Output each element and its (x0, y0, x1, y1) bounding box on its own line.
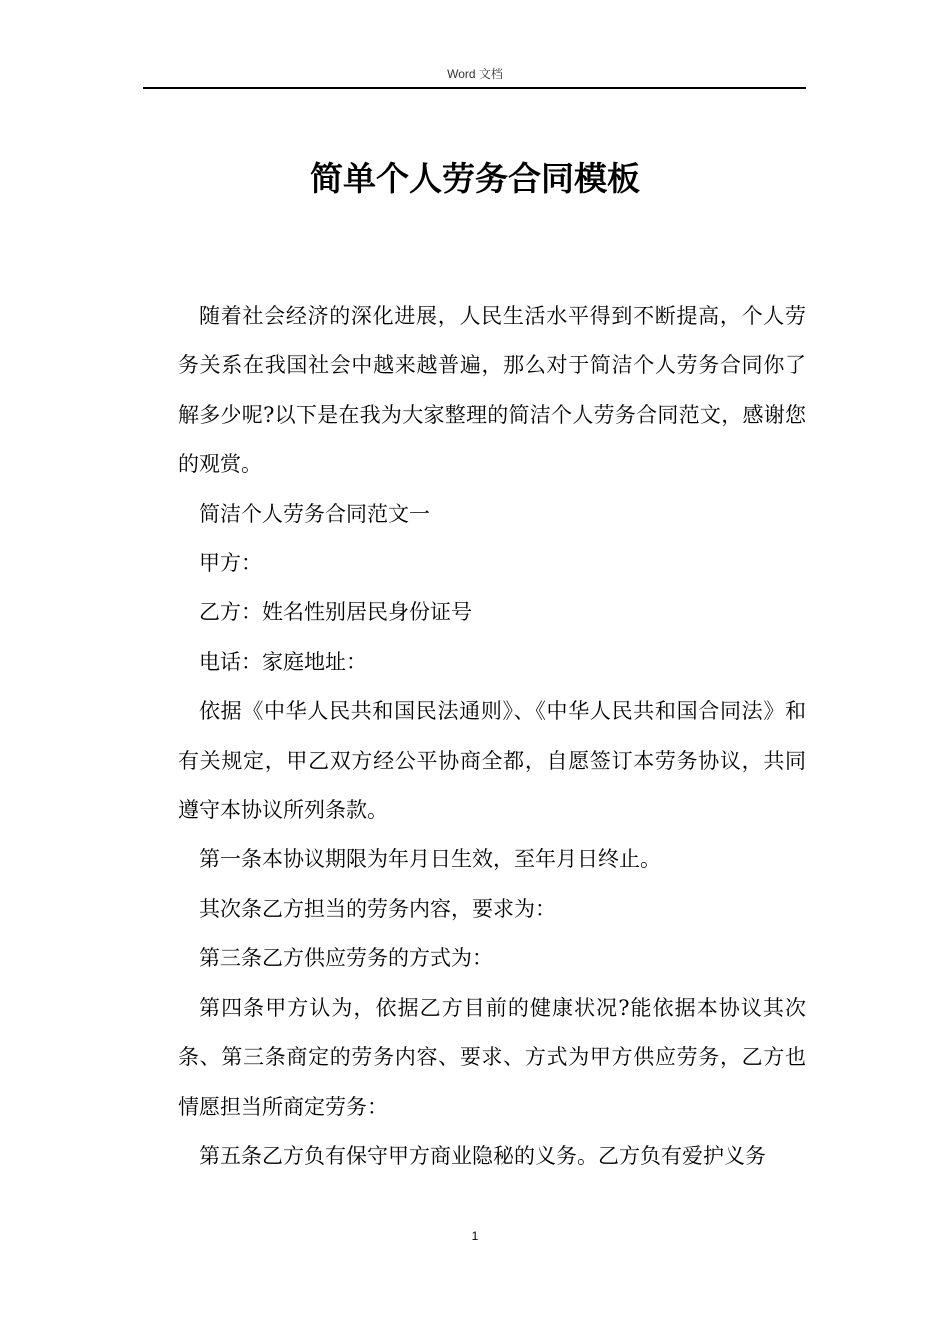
page-number: 1 (471, 1229, 479, 1243)
header-divider (143, 87, 806, 89)
paragraph-article-2: 其次条乙方担当的劳务内容，要求为： (199, 896, 556, 921)
paragraph-legal-basis: 依据《中华人民共和国民法通则》、《中华人民共和国合同法》和有关规定，甲乙双方经公平协商全都，自愿签订本劳务协议，共同遵守本协议所列条款。 (178, 699, 806, 823)
paragraph-article-3: 第三条乙方供应劳务的方式为： (199, 946, 493, 971)
paragraph-article-1: 第一条本协议期限为年月日生效，至年月日终止。 (199, 847, 661, 872)
paragraph-article-4: 第四条甲方认为，依据乙方目前的健康状况?能依据本协议其次条、第三条商定的劳务内容、要求、方式为甲方供应劳务，乙方也情愿担当所商定劳务： (178, 995, 806, 1119)
paragraph-article-5: 第五条乙方负有保守甲方商业隐秘的义务。乙方负有爱护义务 (199, 1143, 766, 1168)
paragraph-party-b: 乙方：姓名性别居民身份证号 (199, 600, 472, 625)
paragraph-intro: 随着社会经济的深化进展，人民生活水平得到不断提高，个人劳务关系在我国社会中越来越普遍，那么对于简洁个人劳务合同你了解多少呢?以下是在我为大家整理的简洁个人劳务合同范文，感谢您的观赏。 (178, 304, 806, 477)
paragraph-party-a: 甲方： (199, 551, 262, 576)
document-title: 简单个人劳务合同模板 (310, 159, 640, 198)
paragraph-contact: 电话：家庭地址： (199, 649, 367, 674)
document-body (178, 292, 806, 1181)
page-header: Word 文档 (447, 67, 503, 81)
paragraph-section-heading: 简洁个人劳务合同范文一 (199, 501, 430, 526)
